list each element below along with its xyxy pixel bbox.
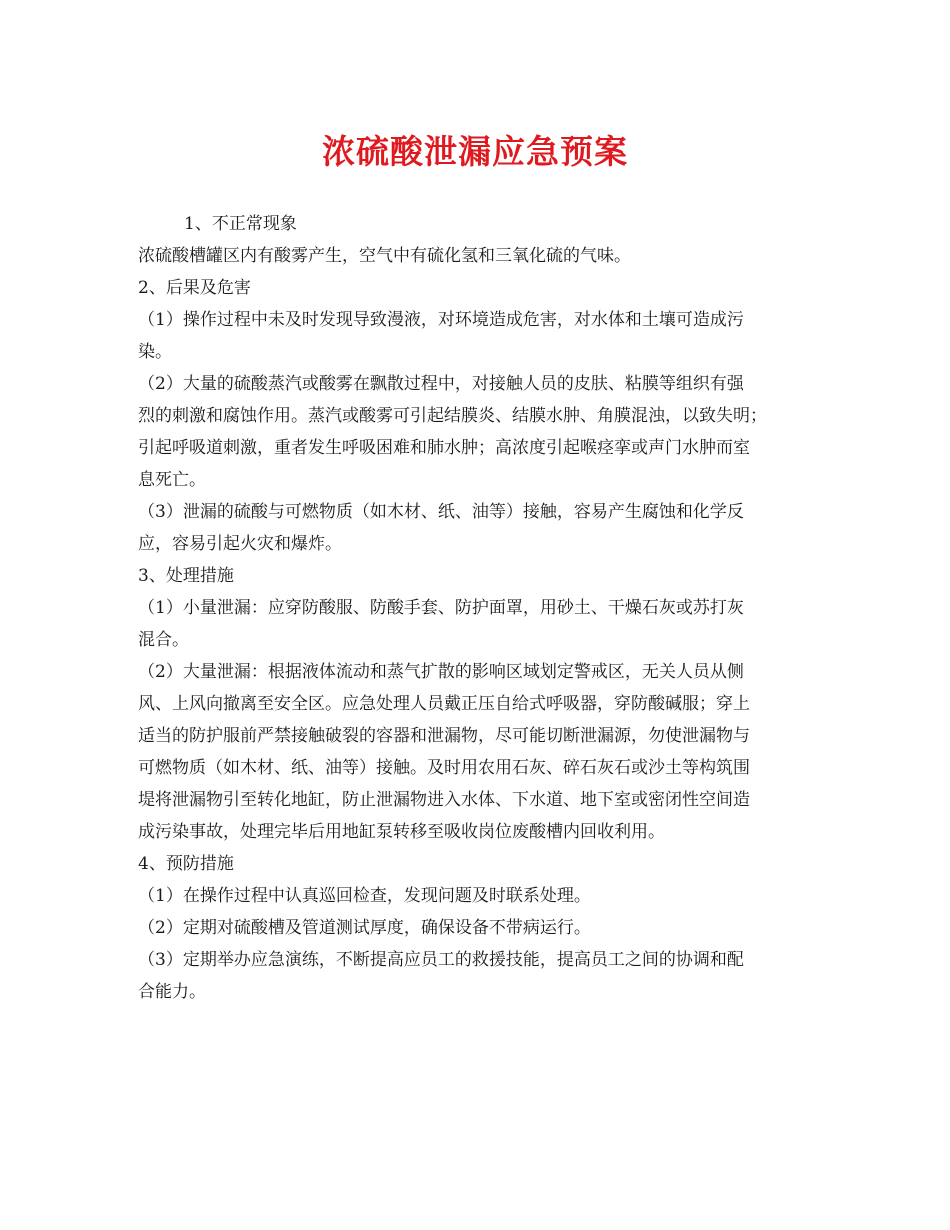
paragraph-line: 染。 [138,342,172,362]
paragraph-line: 应，容易引起火灾和爆炸。 [138,534,342,554]
document-body [138,208,818,1008]
paragraph-line: （1）在操作过程中认真巡回检查，发现问题及时联系处理。 [138,886,591,906]
paragraph-line: 成污染事故，处理完毕后用地缸泵转移至吸收岗位废酸槽内回收利用。 [138,822,665,842]
paragraph-line: 浓硫酸槽罐区内有酸雾产生，空气中有硫化氢和三氧化硫的气味。 [138,246,631,266]
document-title: 浓硫酸泄漏应急预案 [322,132,628,171]
paragraph-line: 合能力。 [138,982,206,1002]
paragraph-line: 引起呼吸道刺激，重者发生呼吸困难和肺水肿；高浓度引起喉痉挛或声门水肿而室 [138,438,750,458]
paragraph-line: （1）小量泄漏：应穿防酸服、防酸手套、防护面罩，用砂土、干燥石灰或苏打灰 [138,598,744,618]
paragraph-line: （2）大量泄漏：根据液体流动和蒸气扩散的影响区域划定警戒区，无关人员从侧 [138,662,744,682]
section-heading: 2、后果及危害 [138,278,251,298]
paragraph-line: 可燃物质（如木材、纸、油等）接触。及时用农用石灰、碎石灰石或沙土等构筑围 [138,758,750,778]
paragraph-line: （2）大量的硫酸蒸汽或酸雾在飘散过程中，对接触人员的皮肤、粘膜等组织有强 [138,374,744,394]
paragraph-line: （2）定期对硫酸槽及管道测试厚度，确保设备不带病运行。 [138,918,591,938]
paragraph-line: （3）定期举办应急演练，不断提高应员工的救援技能，提高员工之间的协调和配 [138,950,744,970]
paragraph-line: 风、上风向撤离至安全区。应急处理人员戴正压自给式呼吸器，穿防酸碱服；穿上 [138,694,750,714]
section-heading: 1、不正常现象 [184,214,297,234]
section-heading: 4、预防措施 [138,854,234,874]
paragraph-line: （1）操作过程中未及时发现导致漫液，对环境造成危害，对水体和土壤可造成污 [138,310,744,330]
paragraph-line: 息死亡。 [138,470,206,490]
section-heading: 3、处理措施 [138,566,234,586]
paragraph-line: 混合。 [138,630,189,650]
paragraph-line: 烈的刺激和腐蚀作用。蒸汽或酸雾可引起结膜炎、结膜水肿、角膜混浊，以致失明； [138,406,767,426]
paragraph-line: 堤将泄漏物引至转化地缸，防止泄漏物进入水体、下水道、地下室或密闭性空间造 [138,790,750,810]
paragraph-line: （3）泄漏的硫酸与可燃物质（如木材、纸、油等）接触，容易产生腐蚀和化学反 [138,502,744,522]
paragraph-line: 适当的防护服前严禁接触破裂的容器和泄漏物，尽可能切断泄漏源，勿使泄漏物与 [138,726,750,746]
